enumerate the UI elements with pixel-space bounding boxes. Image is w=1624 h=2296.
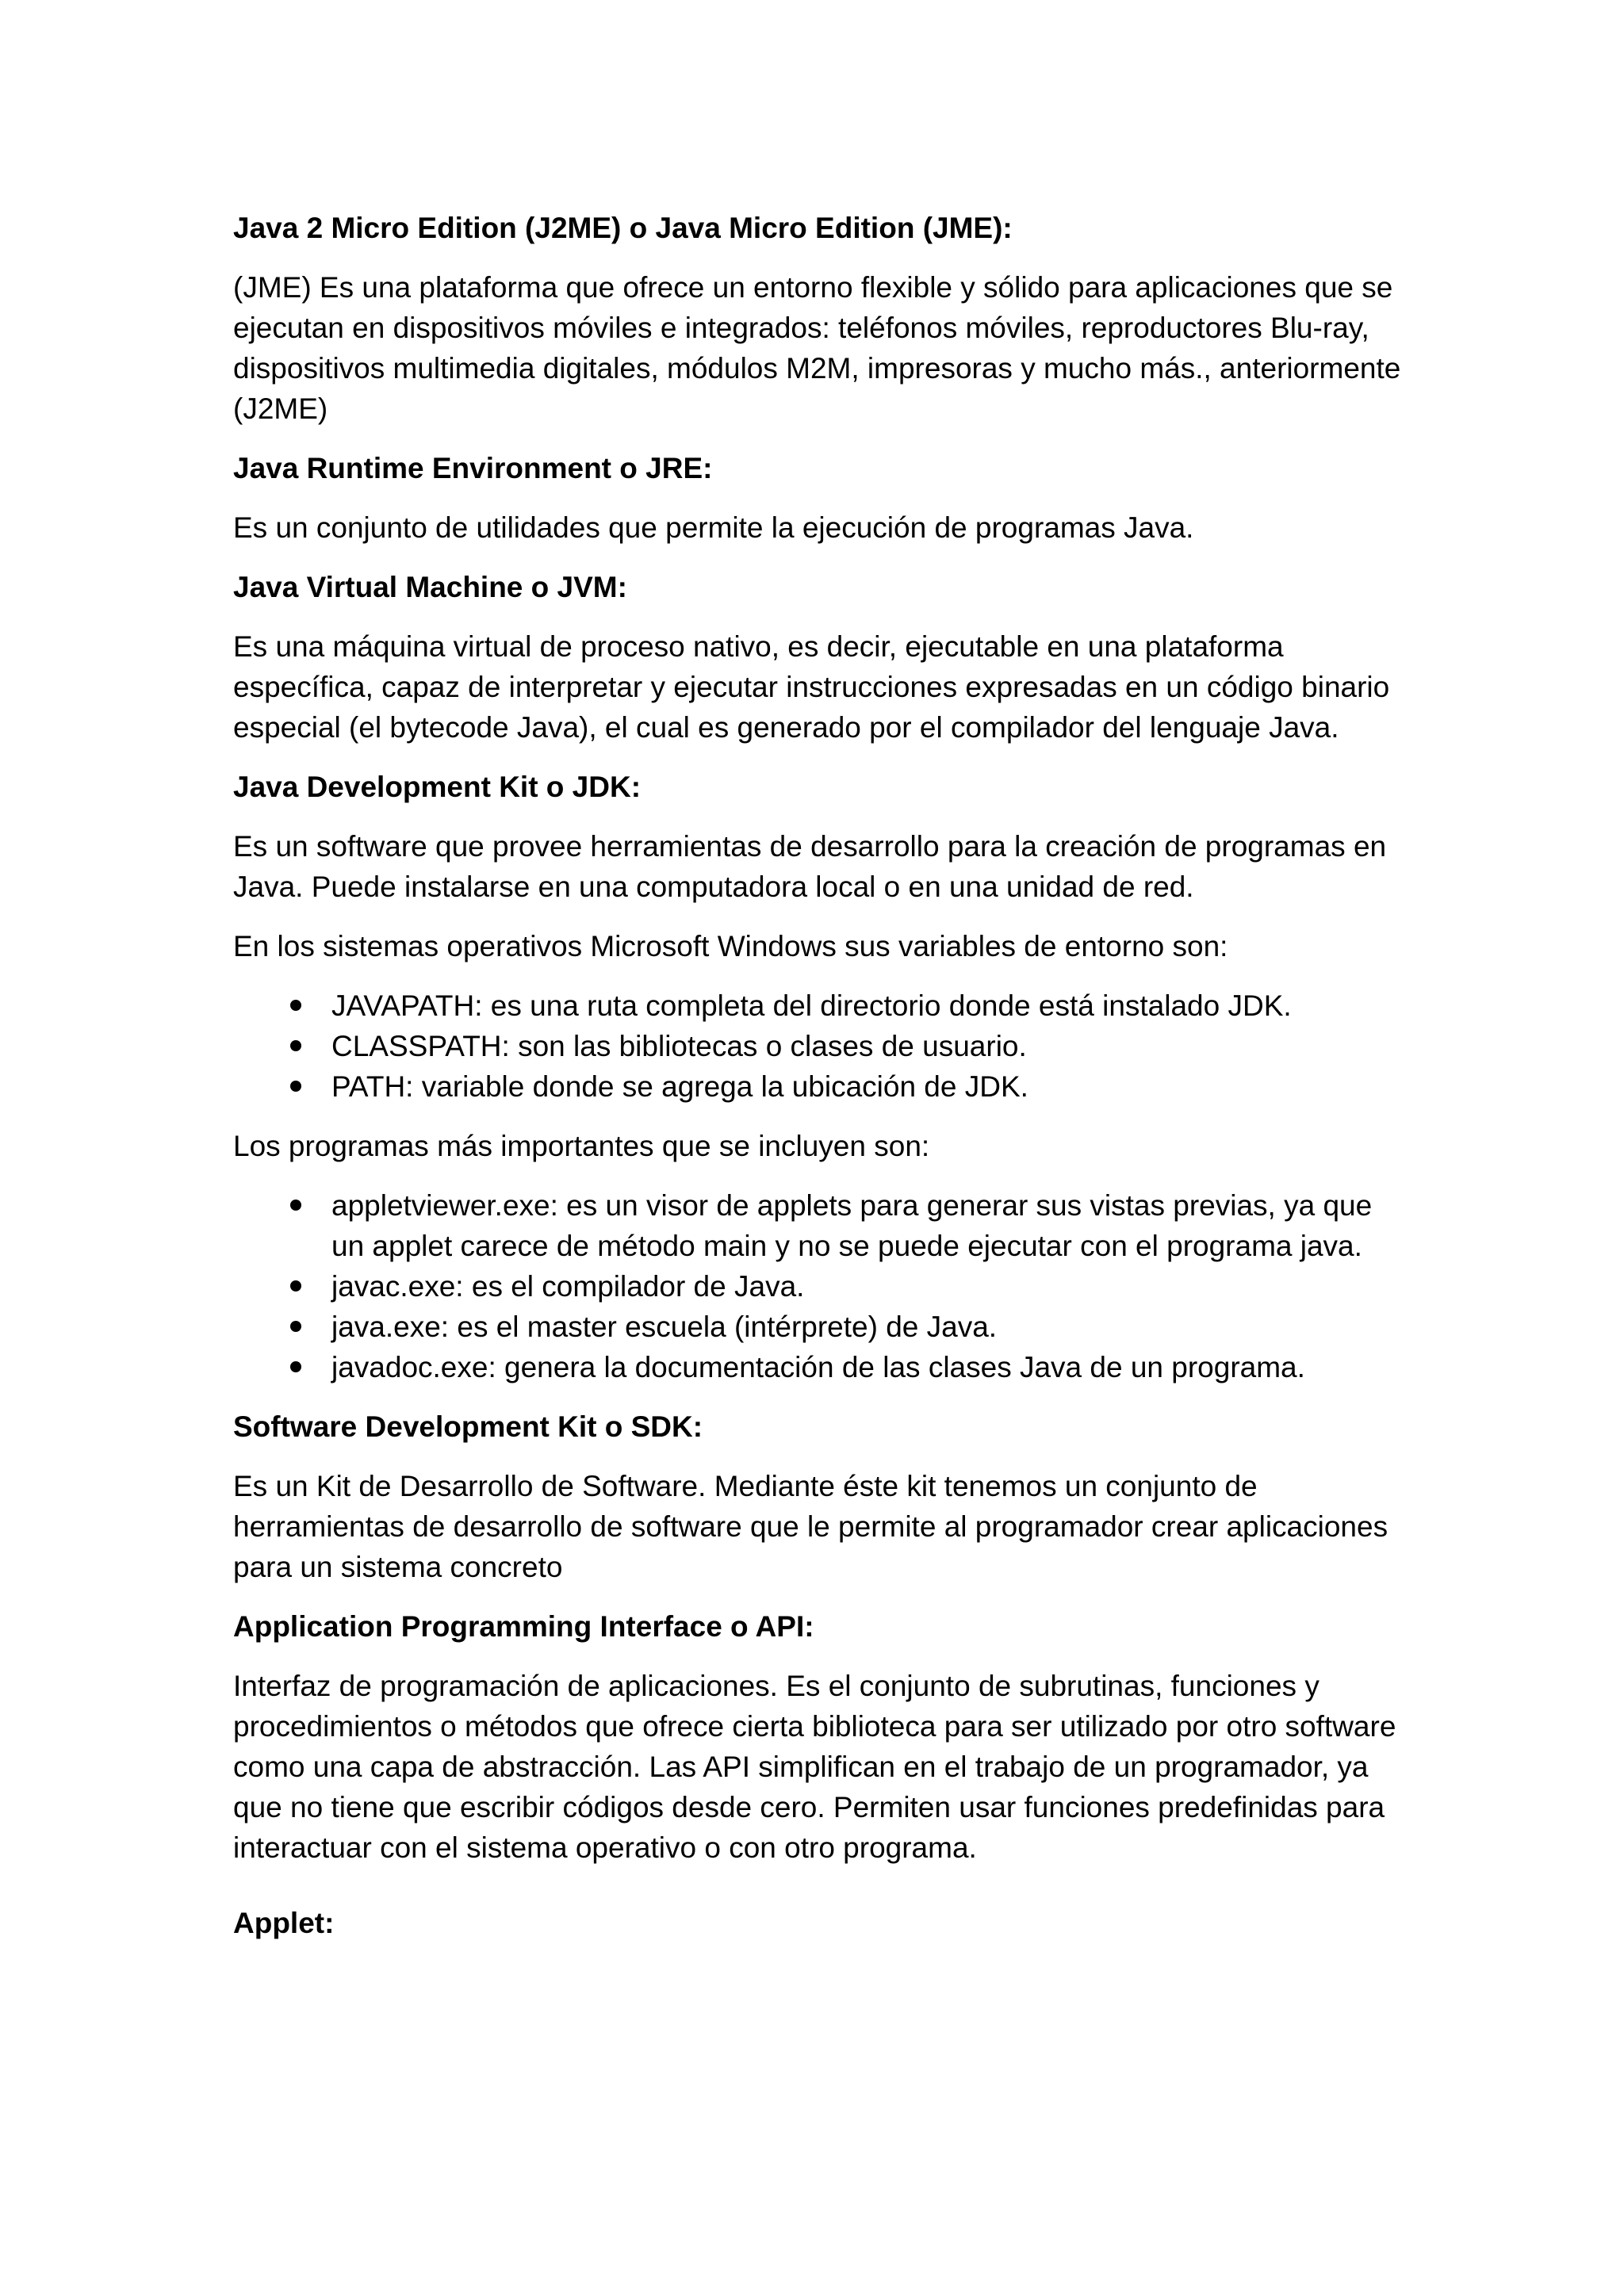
bullet-icon: [290, 1280, 301, 1292]
list-item: [233, 985, 1407, 1026]
list-item: [233, 1185, 1407, 1266]
heading-jvm: Java Virtual Machine o JVM:: [233, 571, 627, 603]
bullet-icon: [290, 1200, 301, 1211]
heading-api: Application Programming Interface o API:: [233, 1610, 814, 1643]
env-vars-list: [233, 985, 1407, 1107]
bullet-icon: [290, 1000, 301, 1011]
paragraph-sdk: Es un Kit de Desarrollo de Software. Mediante éste kit tenemos un conjunto de herramientas de desarrollo de software que le permite al programador crear aplicaciones para un sistema concreto: [233, 1470, 1388, 1583]
heading-sdk: Software Development Kit o SDK:: [233, 1410, 703, 1443]
paragraph-env-intro: En los sistemas operativos Microsoft Windows sus variables de entorno son:: [233, 930, 1228, 962]
heading-jre: Java Runtime Environment o JRE:: [233, 452, 713, 484]
list-item: [233, 1026, 1407, 1066]
bullet-icon: [290, 1361, 301, 1372]
bullet-icon: [290, 1081, 301, 1092]
paragraph-api: Interfaz de programación de aplicaciones. Es el conjunto de subrutinas, funciones y procedimientos o métodos que ofrece cierta biblioteca para ser utilizado por otro software como una capa de abstracción. Las API simplifican en el trabajo de un programador, ya que no tiene que escribir códigos desde cero. Permiten usar funciones predefinidas para interactuar con el sistema operativo o con otro programa.: [233, 1670, 1396, 1864]
paragraph-programs-intro: Los programas más importantes que se incluyen son:: [233, 1130, 930, 1162]
paragraph-jvm: Es una máquina virtual de proceso nativo, es decir, ejecutable en una plataforma específica, capaz de interpretar y ejecutar instrucciones expresadas en un código binario especial (el bytecode Java), el cual es generado por el compilador del lenguaje Java.: [233, 630, 1390, 744]
heading-jme: Java 2 Micro Edition (J2ME) o Java Micro Edition (JME):: [233, 212, 1013, 244]
document-content: [233, 208, 1407, 1962]
bullet-icon: [290, 1040, 301, 1051]
paragraph-jre: Es un conjunto de utilidades que permite la ejecución de programas Java.: [233, 511, 1194, 544]
list-item-text: appletviewer.exe: es un visor de applets para generar sus vistas previas, ya que un applet carece de método main y no se puede ejecutar con el programa java.: [331, 1189, 1373, 1262]
list-item-text: PATH: variable donde se agrega la ubicación de JDK.: [331, 1070, 1028, 1103]
list-item-text: java.exe: es el master escuela (intérprete) de Java.: [331, 1311, 998, 1343]
list-item: [233, 1347, 1407, 1387]
list-item-text: JAVAPATH: es una ruta completa del directorio donde está instalado JDK.: [331, 989, 1292, 1022]
list-item-text: javadoc.exe: genera la documentación de las clases Java de un programa.: [331, 1351, 1305, 1383]
paragraph-jdk: Es un software que provee herramientas de desarrollo para la creación de programas en Java. Puede instalarse en una computadora local o en una unidad de red.: [233, 830, 1387, 903]
bullet-icon: [290, 1321, 301, 1332]
list-item-text: CLASSPATH: son las bibliotecas o clases de usuario.: [331, 1030, 1027, 1062]
list-item: [233, 1266, 1407, 1307]
paragraph-jme: (JME) Es una plataforma que ofrece un entorno flexible y sólido para aplicaciones que se ejecutan en dispositivos móviles e integrados: teléfonos móviles, reproductores Blu-ray, dispositivos multimedia digitales, módulos M2M, impresoras y mucho más., anteriormente (J2ME): [233, 271, 1401, 425]
list-item: [233, 1066, 1407, 1107]
list-item: [233, 1307, 1407, 1347]
heading-jdk: Java Development Kit o JDK:: [233, 771, 642, 803]
list-item-text: javac.exe: es el compilador de Java.: [331, 1270, 805, 1303]
heading-applet: Applet:: [233, 1907, 335, 1939]
programs-list: [233, 1185, 1407, 1387]
